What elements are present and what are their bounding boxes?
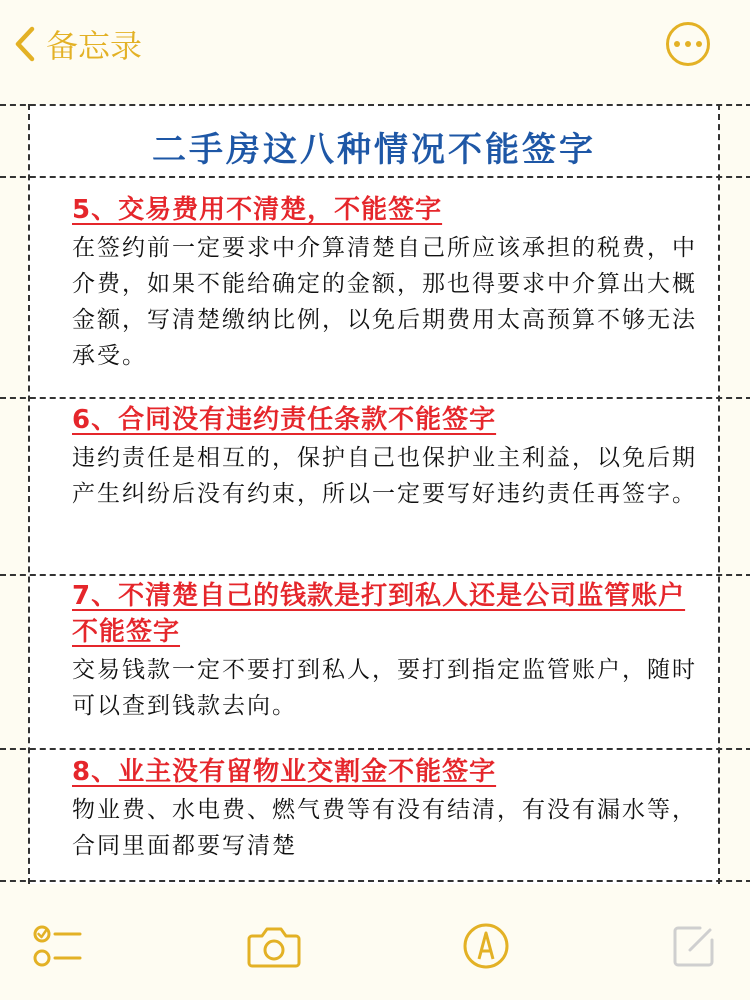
divider bbox=[0, 574, 750, 576]
divider bbox=[0, 880, 750, 882]
divider bbox=[0, 176, 750, 178]
note-section bbox=[72, 754, 712, 864]
compose-icon bbox=[670, 922, 718, 970]
back-label: 备忘录 bbox=[46, 27, 143, 65]
section-heading: 8、业主没有留物业交割金不能签字 bbox=[72, 757, 497, 787]
chevron-left-icon bbox=[14, 26, 36, 62]
section-body: 物业费、水电费、燃气费等有没有结清，有没有漏水等，合同里面都要写清楚 bbox=[72, 797, 697, 859]
checklist-button[interactable] bbox=[30, 918, 86, 974]
more-dot bbox=[685, 41, 691, 47]
note-section bbox=[72, 402, 712, 512]
divider bbox=[0, 104, 750, 106]
note-section bbox=[72, 578, 712, 724]
back-button[interactable] bbox=[14, 16, 142, 72]
section-body: 交易钱款一定不要打到私人，要打到指定监管账户，随时可以查到钱款去向。 bbox=[72, 657, 697, 719]
note-title: 二手房这八种情况不能签字 bbox=[152, 130, 596, 170]
divider bbox=[0, 397, 750, 399]
camera-icon bbox=[246, 922, 302, 970]
section-heading: 5、交易费用不清楚，不能签字 bbox=[72, 195, 443, 225]
more-dot bbox=[674, 41, 680, 47]
compose-button[interactable] bbox=[666, 918, 722, 974]
divider bbox=[0, 748, 750, 750]
section-heading: 6、合同没有违约责任条款不能签字 bbox=[72, 405, 497, 435]
section-body: 违约责任是相互的，保护自己也保护业主利益，以免后期产生纠纷后没有约束，所以一定要写好违约责任再签字。 bbox=[72, 445, 697, 507]
section-heading: 7、不清楚自己的钱款是打到私人还是公司监管账户不能签字 bbox=[72, 581, 686, 647]
more-dot bbox=[696, 41, 702, 47]
markup-pen-icon bbox=[461, 921, 511, 971]
checklist-icon bbox=[32, 922, 84, 970]
navigation-bar bbox=[0, 0, 750, 90]
note-section bbox=[72, 192, 712, 374]
section-body: 在签约前一定要求中介算清楚自己所应该承担的税费，中介费，如果不能给确定的金额，那也得要求中介算出大概金额，写清楚缴纳比例，以免后期费用太高预算不够无法承受。 bbox=[72, 235, 697, 369]
more-options-button[interactable] bbox=[666, 22, 710, 66]
markup-button[interactable] bbox=[458, 918, 514, 974]
camera-button[interactable] bbox=[246, 918, 302, 974]
bottom-toolbar bbox=[0, 900, 750, 1000]
note-body[interactable] bbox=[28, 104, 720, 884]
